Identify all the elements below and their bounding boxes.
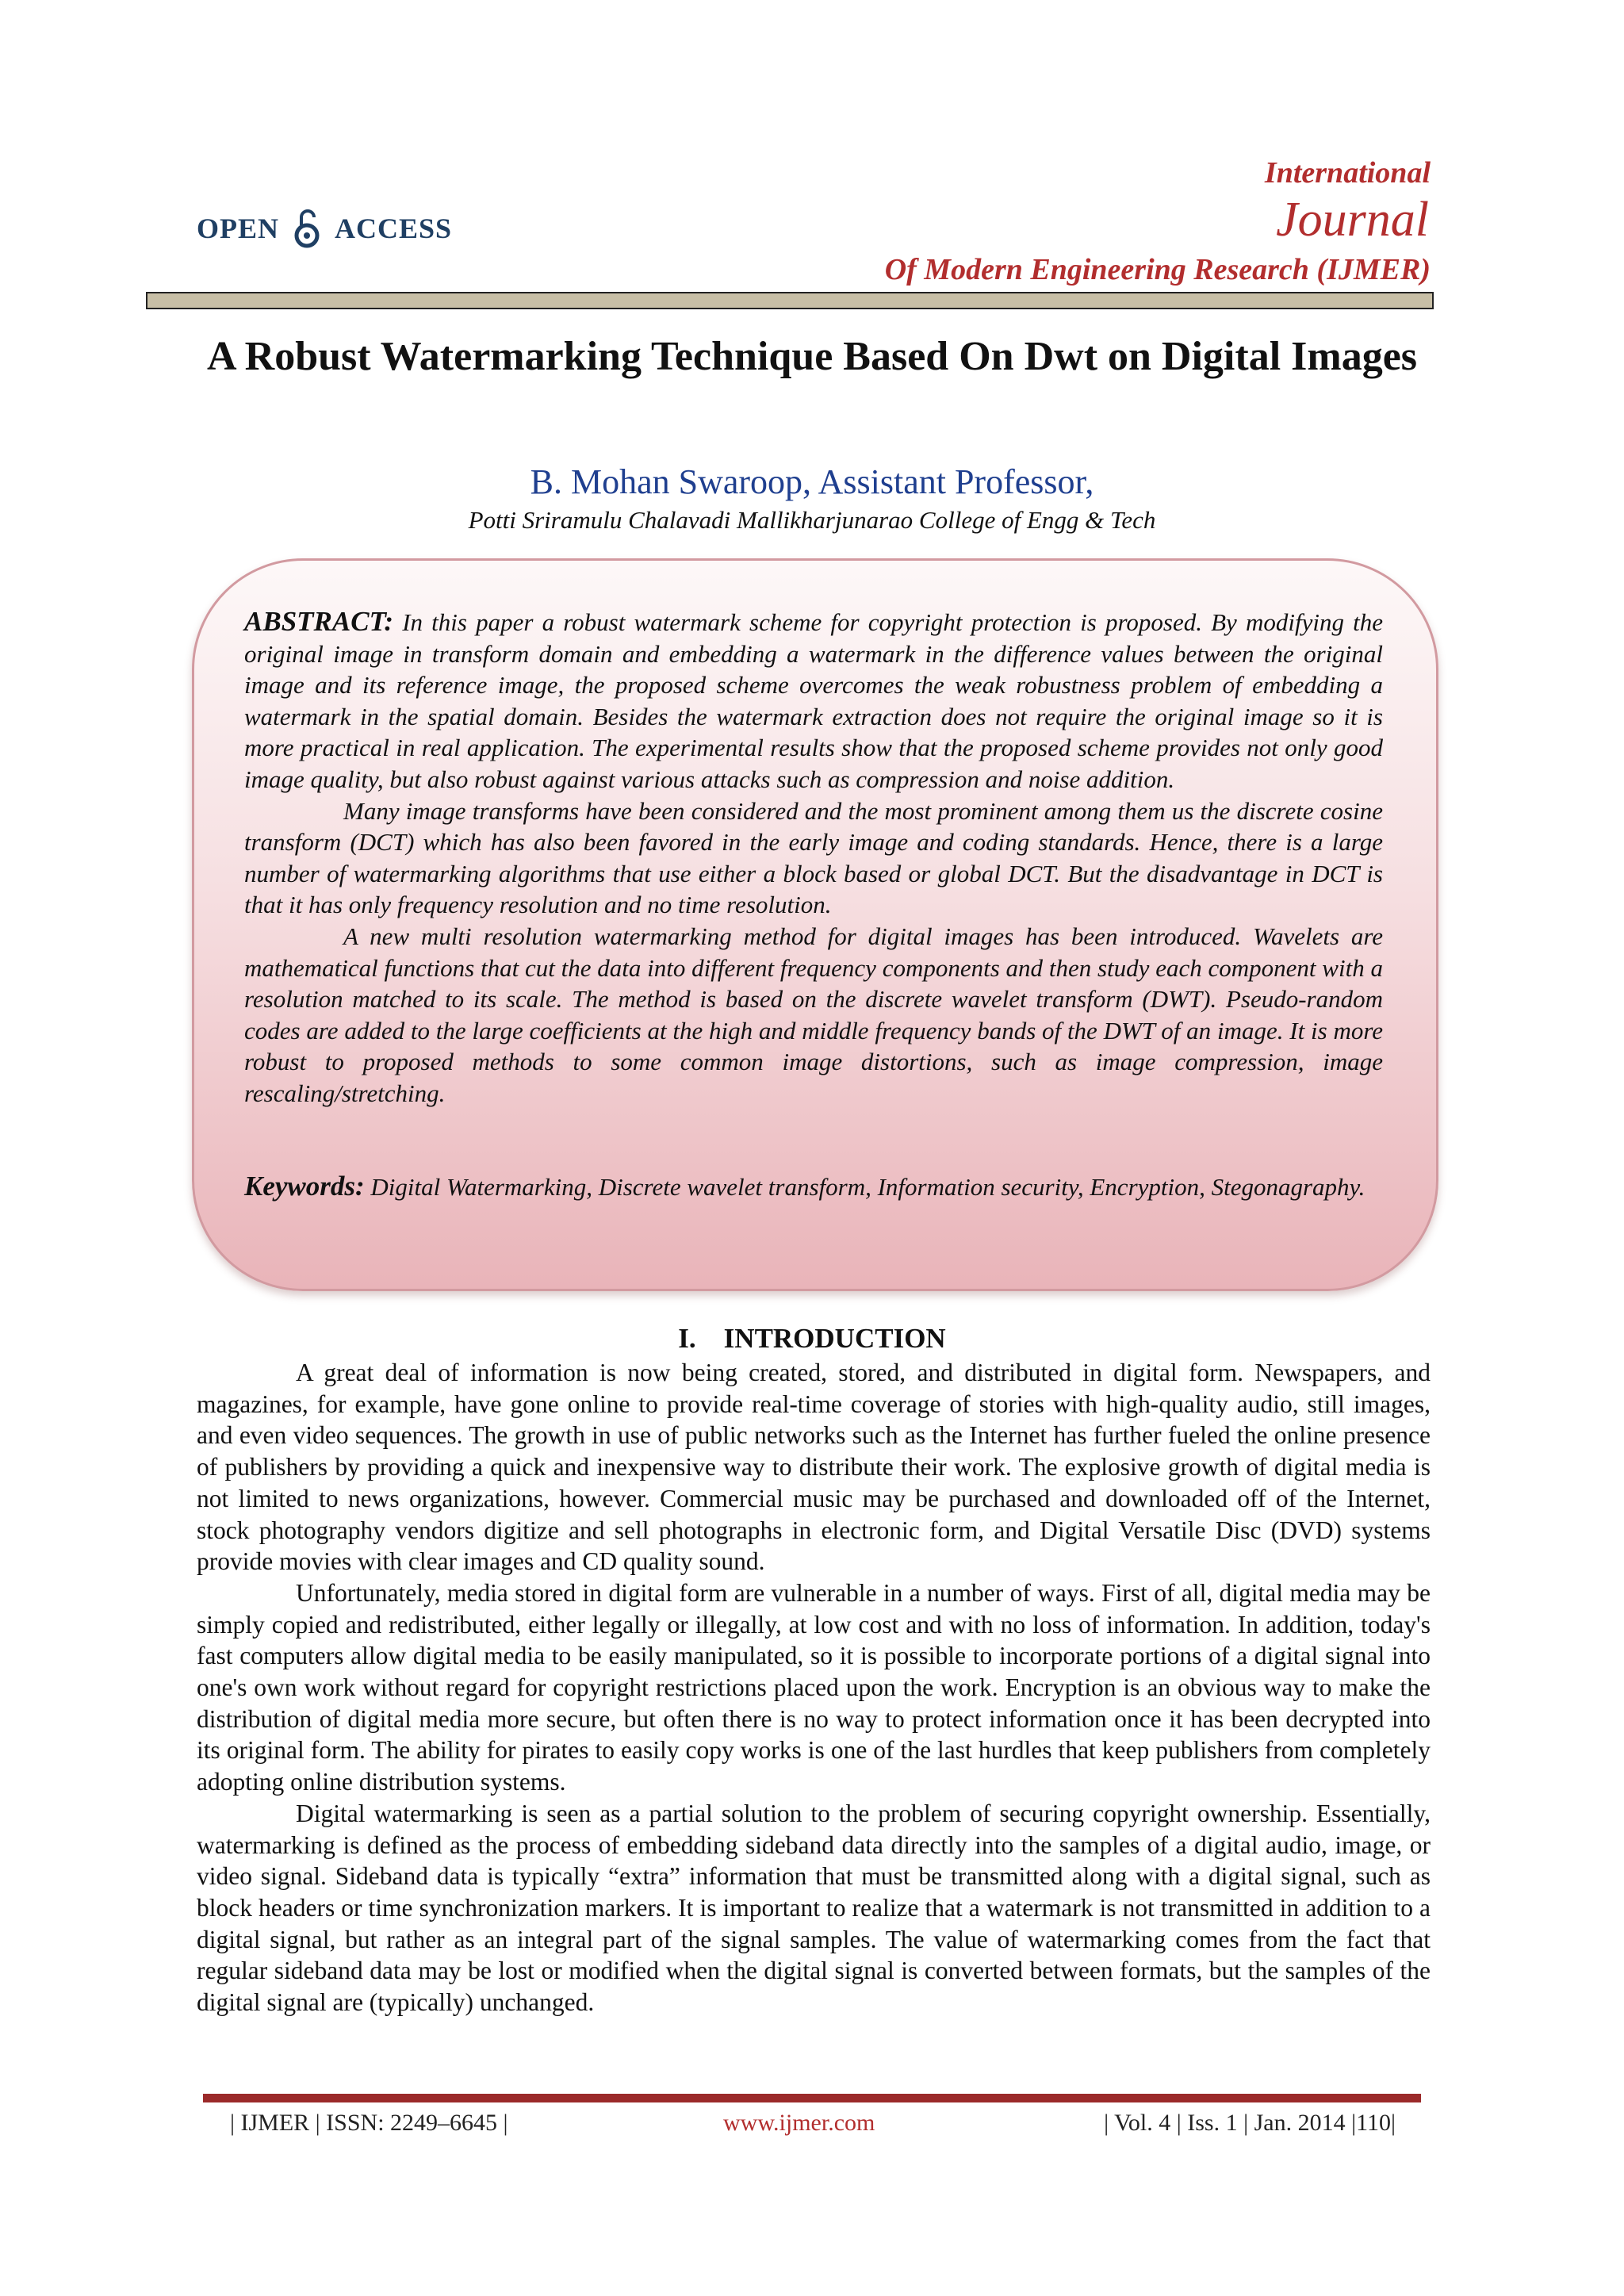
header-divider xyxy=(146,292,1434,309)
footer-volume-page: | Vol. 4 | Iss. 1 | Jan. 2014 |110| xyxy=(1104,2110,1396,2136)
keywords xyxy=(244,1171,1383,1203)
footer-journal-issn: | IJMER | ISSN: 2249–6645 | xyxy=(230,2110,508,2136)
footer-website-link[interactable]: www.ijmer.com xyxy=(723,2110,875,2136)
abstract-paragraph-3: A new multi resolution watermarking method for digital images has been introduced. Wavelets are mathematical functions that cut the data into different frequency components and then study each component with a resolution matched to its scale. The method is based on the discrete wavelet transform (DWT). Pseudo-random codes are added to the large coefficients at the high and middle frequency bands of the DWT of an image. It is more robust to proposed methods to some common image distortions, such as image compression, image rescaling/stretching. xyxy=(244,922,1383,1107)
intro-paragraph-2: Unfortunately, media stored in digital form are vulnerable in a number of ways. First of all, digital media may be simply copied and redistributed, either legally or illegally, at low cost and with no loss of information. In addition, today's fast computers allow digital media to be easily manipulated, so it is possible to incorporate portions of a digital signal into one's own work without regard for copyright restrictions placed upon the work. Encryption is an obvious way to make the distribution of digital media more secure, but often there is no way to protect information once it has been decrypted into its original form. The ability for pirates to easily copy works is one of the last hurdles that keep publishers from completely adopting online distribution systems. xyxy=(197,1578,1431,1796)
intro-paragraph-1: A great deal of information is now being created, stored, and distributed in digital form. Newspapers, and magazines, for example, have gone online to provide real-time coverage of stories with high-quality audio, still images, and even video sequences. The growth in use of public networks such as the Internet has further fueled the online presence of publishers by providing a quick and inexpensive way to distribute their work. The explosive growth of digital media is not limited to news organizations, however. Commercial music may be purchased and downloaded off of the Internet, stock photography vendors digitize and sell photographs in electronic form, and Digital Versatile Disc (DVD) systems provide movies with clear images and CD quality sound. xyxy=(197,1359,1431,1576)
page-footer xyxy=(230,2110,1396,2145)
keywords-text: Digital Watermarking, Discrete wavelet transform, Information security, Encryption, Stegonagraphy. xyxy=(370,1173,1365,1201)
abstract-paragraph-1 xyxy=(244,606,1383,795)
introduction-body xyxy=(197,1357,1431,2018)
abstract-paragraph-1-text: In this paper a robust watermark scheme for copyright protection is proposed. By modifying the original image in transform domain and embedding a watermark in the difference values between the original image and its reference image, the proposed scheme overcomes the weak robustness problem of embedding a watermark in the spatial domain. Besides the watermark extraction does not require the original image so it is more practical in real application. The experimental results show that the proposed scheme provides not only good image quality, but also robust against various attacks such as compression and noise addition. xyxy=(244,608,1383,793)
open-lock-icon xyxy=(293,208,320,249)
abstract-paragraph-2: Many image transforms have been considered and the most prominent among them us the discrete cosine transform (DCT) which has also been favored in the early image and coding standards. Hence, there is a large number of watermarking algorithms that use either a block based or global DCT. But the disadvantage in DCT is that it has only frequency resolution and no time resolution. xyxy=(244,796,1383,919)
journal-title-international: International xyxy=(1264,156,1431,190)
author-line: B. Mohan Swaroop, Assistant Professor, xyxy=(530,462,1094,501)
open-access-word-access: ACCESS xyxy=(335,213,453,244)
author-affiliation: Potti Sriramulu Chalavadi Mallikharjunarao College of Engg & Tech xyxy=(468,506,1156,534)
open-access-logo xyxy=(197,208,452,249)
journal-title-journal: Journal xyxy=(1276,193,1429,247)
paper-title: A Robust Watermarking Technique Based On Dwt on Digital Images xyxy=(206,334,1418,379)
journal-title-full: Of Modern Engineering Research (IJMER) xyxy=(884,253,1431,286)
abstract-heading: ABSTRACT: xyxy=(244,606,394,637)
section-heading-text: I. INTRODUCTION xyxy=(678,1323,946,1354)
footer-divider xyxy=(203,2094,1421,2102)
section-heading-introduction xyxy=(151,1323,1473,1355)
keywords-heading: Keywords: xyxy=(244,1171,365,1202)
abstract-text xyxy=(244,606,1383,1110)
open-access-word-open: OPEN xyxy=(197,213,280,244)
intro-paragraph-3: Digital watermarking is seen as a partial solution to the problem of securing copyright ownership. Essentially, watermarking is defined as the process of embedding sideband data directly into the samples of a digital audio, image, or video signal. Sideband data is typically “extra” information that must be transmitted along with a digital signal, such as block headers or time synchronization markers. It is important to realize that a watermark is not transmitted in addition to a digital signal, but rather as an integral part of the signal samples. The value of watermarking comes from the fact that regular sideband data may be lost or modified when the digital signal is converted between formats, but the samples of the digital signal are (typically) unchanged. xyxy=(197,1799,1431,2017)
